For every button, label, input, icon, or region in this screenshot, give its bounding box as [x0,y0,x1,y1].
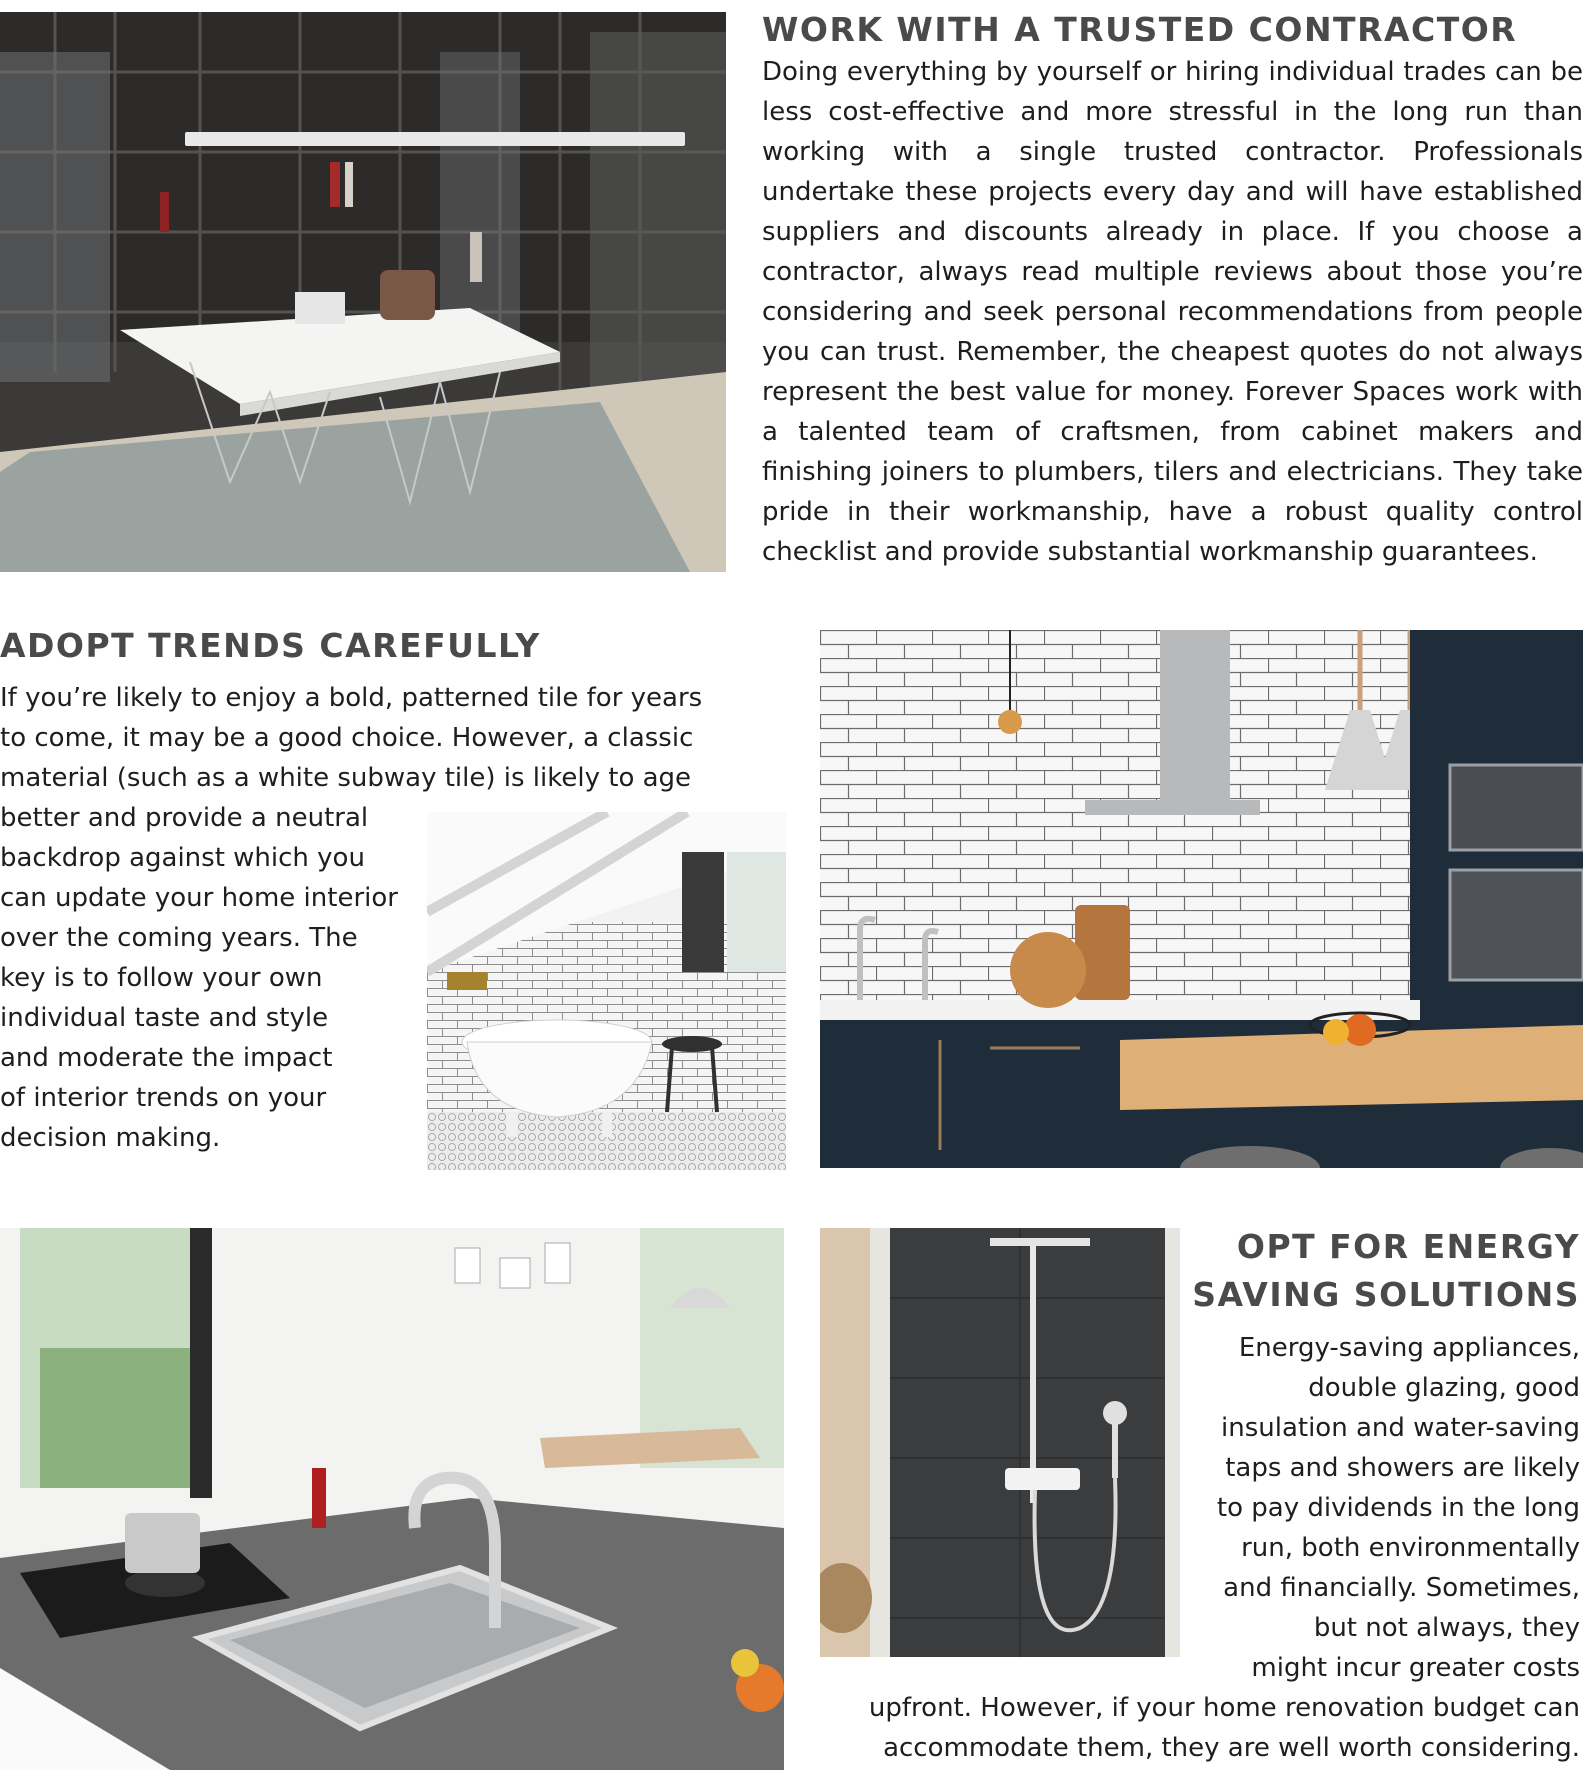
trends-line: can update your home interior [0,883,398,913]
energy-line: might incur greater costs [1251,1653,1580,1683]
trends-line: and moderate the impact [0,1043,333,1073]
trends-line: individual taste and style [0,1003,329,1033]
energy-heading-line: OPT FOR ENERGY [1236,1227,1580,1266]
contractor-body: Doing everything by yourself or hiring individual trades can be less cost-effective and more stressful in the long run than working with a single trusted contractor. Professionals undertake these projects every day and will have established suppliers and discounts already in place. If you choose a contractor, always read multiple reviews about those you’re considering and seek personal recommendations from people you can trust. Remember, the cheapest quotes do not always represent the best value for money. Forever Spaces work with a talented team of craftsmen, from cabinet makers and finishing joiners to plumbers, tilers and electricians. They take pride in their workmanship, have a robust quality control checklist and provide substantial workmanship guarantees. [762,57,1583,567]
energy-line: and financially. Sometimes, [1223,1573,1580,1603]
attic-bathroom-photo [427,812,786,1170]
energy-line: run, both environmentally [1241,1533,1580,1563]
trends-body-wrap [0,798,420,1158]
trends-line: better and provide a neutral [0,803,369,833]
energy-line: insulation and water-saving [1221,1413,1580,1443]
trends-line: of interior trends on your [0,1083,327,1113]
energy-line: but not always, they [1313,1613,1580,1643]
shower-photo [820,1228,1180,1657]
energy-line: to pay dividends in the long [1216,1493,1580,1523]
trends-line: decision making. [0,1123,221,1153]
trends-heading: ADOPT TRENDS CAREFULLY [0,626,541,665]
energy-line: taps and showers are likely [1225,1453,1580,1483]
kitchen-sink-photo [0,1228,784,1770]
trends-line: key is to follow your own [0,963,323,993]
subway-tile-kitchen-photo [820,630,1583,1168]
energy-body-bottom [800,1688,1580,1768]
trends-body-top: If you’re likely to enjoy a bold, patterned tile for years to come, it may be a good choice. However, a classic material (such as a white subway tile) is likely to age [0,683,703,793]
energy-line: accommodate them, they are well worth considering. [883,1733,1580,1763]
trends-line: backdrop against which you [0,843,365,873]
energy-heading-line: SAVING SOLUTIONS [1192,1275,1580,1314]
energy-heading [1190,1223,1580,1319]
energy-line: double glazing, good [1308,1373,1580,1403]
energy-line: upfront. However, if your home renovation budget can [868,1693,1580,1723]
trends-line: over the coming years. The [0,923,358,953]
energy-line: Energy-saving appliances, [1238,1333,1580,1363]
energy-body [1182,1328,1580,1688]
contractor-heading: WORK WITH A TRUSTED CONTRACTOR [762,10,1518,49]
home-office-photo [0,12,726,572]
